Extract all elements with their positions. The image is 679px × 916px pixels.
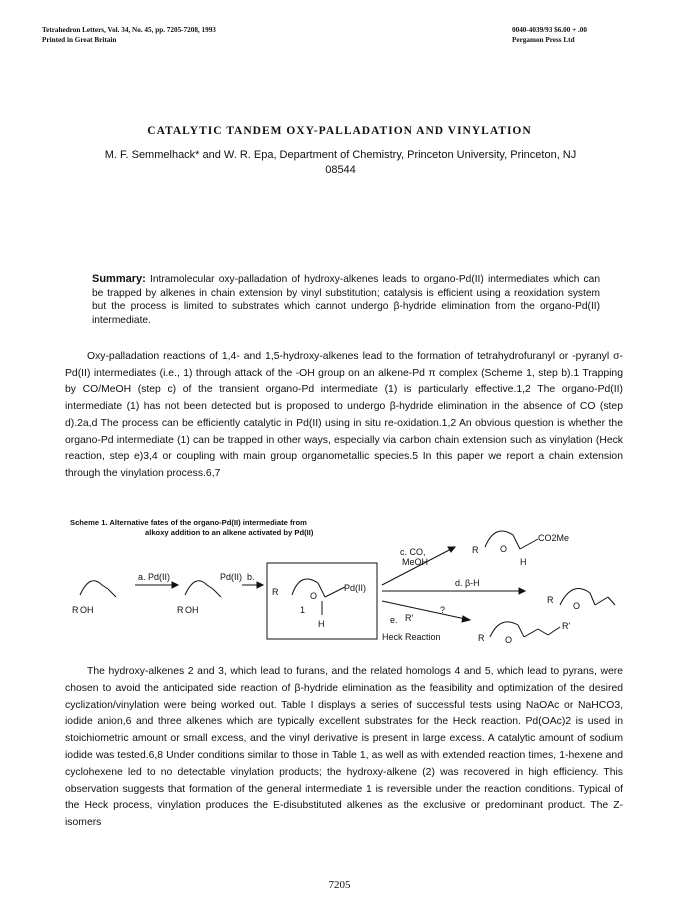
step-a-label: a. Pd(II) xyxy=(138,572,171,582)
label-r-6: R xyxy=(478,633,485,643)
label-r-1: R xyxy=(72,605,79,615)
question-mark: ? xyxy=(440,605,446,615)
alkene-rprime: R' xyxy=(405,613,414,623)
pd-label-1: Pd(II) xyxy=(220,572,243,582)
summary-label: Summary: xyxy=(92,273,146,285)
journal-citation: Tetrahedron Letters, Vol. 34, No. 45, pp. 7205-7208, 1993 xyxy=(42,26,216,34)
label-r-4: R xyxy=(472,545,479,555)
label-oh-2: OH xyxy=(185,605,199,615)
paragraph-2-text: The hydroxy-alkenes 2 and 3, which lead to furans, and the related homologs 4 and 5, which lead to pyrans, were chosen to avoid the anticipated side reaction of β-hydride elimination as the feasibility and optimization of the desired cyclization/vinylation were being worked out. Table I displays a series of successful tests using NaOAc or NaHCO3, iodide anion,6 and three alkenes which are typically excellent substrates for the Heck reaction. Pd(OAc)2 is used in stoichiometric amount or small excess, and the vinyl derivative is present in large excess. A catalytic amount of sodium iodide was tested.6,8 Under conditions similar to those in Table 1, as well as with extended reaction times, 1-hexene and cyclohexene led to no detectable vinylation products; the hydroxy-alkene (2) was recovered in high efficiency. This observation suggests that formation of the general intermediate 1 is reversible under the reaction conditions. Typical of the Heck process, vinylation produces the E-disubstituted alkenes as the exclusive or predominant product. The Z-isomers xyxy=(65,666,623,829)
page-number: 7205 xyxy=(328,879,351,891)
printed-in: Printed in Great Britain xyxy=(42,35,117,44)
label-oh-1: OH xyxy=(80,605,94,615)
zip-line: 08544 xyxy=(325,164,356,176)
paragraph-2 xyxy=(65,664,623,832)
label-r-3: R xyxy=(272,587,279,597)
paper-title: CATALYTIC TANDEM OXY-PALLADATION AND VINYLATION xyxy=(147,125,532,137)
label-h-1: H xyxy=(318,619,325,629)
compound-1-label: 1 xyxy=(300,605,306,615)
summary-text: Intramolecular oxy-palladation of hydroxy-alkenes leads to organo-Pd(II) intermediates which can be trapped by alkenes in chain extension by vinyl substitution; catalysis is efficient using a reoxidation system but the process is limited to substrates which cannot undergo β-hydride elimination from the organo-Pd(II) intermediate. xyxy=(92,274,600,326)
heck-reaction-label: Heck Reaction xyxy=(382,632,441,642)
pd-complex-chain xyxy=(185,581,213,595)
journal-header xyxy=(42,26,216,45)
issn-price: 0040-4039/93 $6.00 + .00 xyxy=(512,26,587,34)
step-d-label: d. β-H xyxy=(455,578,480,588)
step-b-label: b. xyxy=(247,572,255,582)
label-o-4: O xyxy=(505,635,513,645)
label-r-2: R xyxy=(177,605,184,615)
authors-affiliation xyxy=(78,148,603,178)
ring-1 xyxy=(292,579,325,597)
hydroxy-alkene-chain xyxy=(80,581,108,595)
label-o-2: O xyxy=(500,544,508,554)
label-h-2: H xyxy=(520,557,527,567)
co2me-label: CO2Me xyxy=(538,533,570,543)
publisher-name: Pergamon Press Ltd xyxy=(512,35,575,44)
alkene-bond xyxy=(108,589,116,597)
paragraph-1 xyxy=(65,349,623,483)
authors-line: M. F. Semmelhack* and W. R. Epa, Department of Chemistry, Princeton University, Princeton, NJ xyxy=(104,149,577,161)
summary-block xyxy=(92,273,600,327)
scheme-1-diagram xyxy=(60,525,630,650)
label-o-1: O xyxy=(310,591,318,601)
step-c-label-line1: c. CO, xyxy=(400,547,426,557)
scheme-caption-line1: Scheme 1. Alternative fates of the organo-Pd(II) intermediate from xyxy=(70,518,307,527)
step-e-label: e. xyxy=(390,615,398,625)
label-o-3: O xyxy=(573,601,581,611)
label-r-5: R xyxy=(547,595,554,605)
pd-label-2: Pd(II) xyxy=(344,583,367,593)
paragraph-1-text: Oxy-palladation reactions of 1,4- and 1,5-hydroxy-alkenes lead to the formation of tetrahydrofuranyl or -pyranyl σ-Pd(II) intermediates (i.e., 1) through attack of the -OH group on an alkene-Pd π complex (Scheme 1, step b).1 Trapping by CO/MeOH (step c) of the transient organo-Pd intermediate (1) is particularly effective.1,2 The organo-Pd(II) intermediate (1) has not been detected but is proposed to undergo β-hydride elimination in the absence of CO (step d).2a,d The process can be efficiently catalytic in Pd(II) using in situ re-oxidation.1,2 An obvious question is whether the organo-Pd intermediate (1) can be trapped in other ways, especially via carbon chain extension such as vinylation (Heck reaction, step e)3,4 or coupling with main group organometallic species.5 In this paper we report a chain extension through the vinylation process.6,7 xyxy=(65,351,623,479)
scheme-caption-line2: alkoxy addition to an alkene activated by Pd(II) xyxy=(145,528,314,537)
publisher-header xyxy=(512,26,587,45)
step-c-label-line2: MeOH xyxy=(402,557,429,567)
product-e-rprime: R' xyxy=(562,621,571,631)
